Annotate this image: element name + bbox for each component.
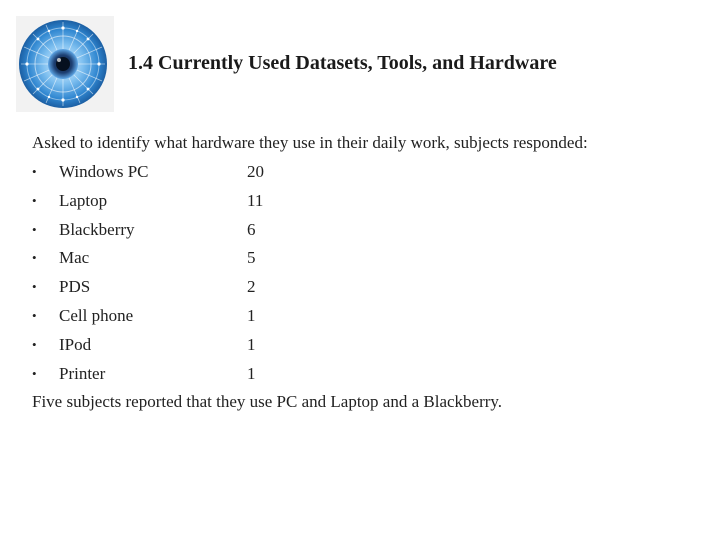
hardware-count: 1 <box>247 363 256 383</box>
bullet: • <box>32 279 37 295</box>
bullet: • <box>32 192 37 208</box>
hardware-name: Windows PC <box>59 162 149 181</box>
slide-title: 1.4 Currently Used Datasets, Tools, and Hardware <box>128 52 557 74</box>
hardware-count: 20 <box>247 162 264 181</box>
summary-text: Five subjects reported that they use PC and Laptop and a Blackberry. <box>32 392 503 411</box>
list-item <box>32 247 432 276</box>
hardware-name: Blackberry <box>59 219 135 239</box>
list-item <box>32 305 432 334</box>
hardware-name: Mac <box>59 248 90 268</box>
hardware-name: Laptop <box>59 190 108 210</box>
bullet: • <box>32 307 37 323</box>
list-item <box>32 219 432 248</box>
bullet: • <box>32 365 37 381</box>
hardware-count: 1 <box>247 334 256 354</box>
list-item <box>32 276 432 305</box>
hardware-count: 1 <box>247 305 256 325</box>
hardware-count: 5 <box>247 248 256 268</box>
hardware-count: 11 <box>247 190 264 210</box>
bullet: • <box>32 221 37 237</box>
hardware-name: IPod <box>59 334 92 354</box>
bullet: • <box>32 164 37 179</box>
hardware-name: Cell phone <box>59 305 134 325</box>
list-item <box>32 190 432 219</box>
list-item <box>32 161 432 190</box>
eye-globe-logo-icon <box>16 16 114 112</box>
list-item <box>32 334 432 363</box>
hardware-count: 2 <box>247 277 256 297</box>
hardware-count: 6 <box>247 219 256 239</box>
bullet: • <box>32 250 37 266</box>
bullet: • <box>32 336 37 352</box>
hardware-list <box>32 161 432 391</box>
intro-text: Asked to identify what hardware they use in their daily work, subjects responded: <box>32 133 588 152</box>
hardware-name: Printer <box>59 363 106 383</box>
list-item <box>32 363 432 392</box>
hardware-name: PDS <box>59 277 91 297</box>
